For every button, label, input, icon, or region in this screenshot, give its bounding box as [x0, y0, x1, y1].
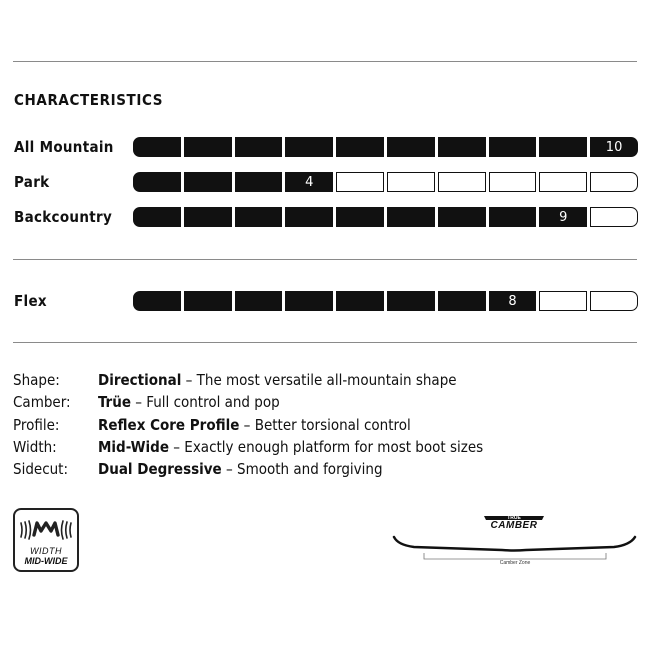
rating-segment-backcountry-5: [336, 207, 384, 227]
rating-segment-all-mountain-10: [590, 137, 638, 157]
spec-desc-camber: – Full control and pop: [130, 393, 280, 411]
camber-diagram: [392, 506, 638, 572]
divider-top: [13, 61, 637, 62]
rating-segment-backcountry-10: [590, 207, 638, 227]
spec-label-profile: Profile:: [13, 416, 60, 434]
characteristics-heading: CHARACTERISTICS: [14, 91, 164, 109]
mw-width-icon: [15, 514, 77, 544]
rating-segment-backcountry-3: [235, 207, 283, 227]
rating-label-all-mountain: All Mountain: [14, 138, 114, 156]
rating-bar-backcountry: [133, 207, 638, 227]
rating-label-backcountry: Backcountry: [14, 208, 113, 226]
spec-row-sidecut: [98, 460, 383, 478]
rating-segment-all-mountain-9: [539, 137, 587, 157]
rating-segment-all-mountain-2: [184, 137, 232, 157]
rating-segment-park-6: [387, 172, 435, 192]
rating-segment-backcountry-9: [539, 207, 587, 227]
width-badge-top-label: WIDTH: [30, 546, 62, 556]
camber-zone-bracket: [424, 553, 606, 559]
spec-desc-shape: – The most versatile all-mountain shape: [181, 371, 457, 389]
spec-row-profile: [98, 416, 411, 434]
rating-segment-all-mountain-3: [235, 137, 283, 157]
rating-bar-all-mountain: [133, 137, 638, 157]
rating-label-flex: Flex: [14, 292, 47, 310]
rating-segment-park-1: [133, 172, 181, 192]
width-badge: [13, 508, 79, 572]
rating-segment-flex-3: [235, 291, 283, 311]
rating-segment-flex-8: [489, 291, 537, 311]
true-camber-logo: [484, 514, 544, 531]
rating-segment-flex-1: [133, 291, 181, 311]
rating-bar-park: [133, 172, 638, 192]
rating-bar-flex: [133, 291, 638, 311]
spec-row-width: [98, 438, 483, 456]
rating-segment-all-mountain-6: [387, 137, 435, 157]
rating-segment-backcountry-2: [184, 207, 232, 227]
rating-segment-park-9: [539, 172, 587, 192]
rating-segment-all-mountain-5: [336, 137, 384, 157]
rating-segment-backcountry-7: [438, 207, 486, 227]
rating-segment-park-10: [590, 172, 638, 192]
camber-profile-line: [394, 537, 635, 551]
rating-segment-park-4: [285, 172, 333, 192]
width-badge-bottom-label: MID-WIDE: [24, 556, 68, 566]
spec-desc-width: – Exactly enough platform for most boot sizes: [168, 438, 484, 456]
rating-value-flex: 8: [508, 293, 517, 309]
rating-segment-all-mountain-4: [285, 137, 333, 157]
spec-desc-profile: – Better torsional control: [239, 416, 411, 434]
rating-value-backcountry: 9: [559, 209, 568, 225]
rating-segment-park-8: [489, 172, 537, 192]
rating-segment-flex-7: [438, 291, 486, 311]
spec-desc-sidecut: – Smooth and forgiving: [221, 460, 383, 478]
divider-bottom: [13, 342, 637, 343]
rating-segment-all-mountain-7: [438, 137, 486, 157]
spec-name-sidecut: Dual Degressive: [98, 460, 222, 478]
rating-segment-flex-9: [539, 291, 587, 311]
spec-label-shape: Shape:: [13, 371, 60, 389]
camber-logo-bottom: CAMBER: [490, 520, 538, 531]
rating-segment-flex-4: [285, 291, 333, 311]
rating-segment-park-5: [336, 172, 384, 192]
rating-label-park: Park: [14, 173, 50, 191]
divider-middle: [13, 259, 637, 260]
rating-segment-park-2: [184, 172, 232, 192]
rating-segment-backcountry-1: [133, 207, 181, 227]
rating-segment-flex-6: [387, 291, 435, 311]
rating-value-all-mountain: 10: [605, 139, 623, 155]
spec-name-width: Mid-Wide: [98, 438, 169, 456]
rating-segment-backcountry-6: [387, 207, 435, 227]
rating-segment-all-mountain-1: [133, 137, 181, 157]
camber-zone-label: Camber Zone: [499, 560, 531, 566]
spec-name-shape: Directional: [98, 371, 182, 389]
spec-name-camber: Trüe: [98, 393, 131, 411]
rating-segment-backcountry-4: [285, 207, 333, 227]
spec-label-sidecut: Sidecut:: [13, 460, 69, 478]
spec-name-profile: Reflex Core Profile: [98, 416, 240, 434]
rating-segment-flex-5: [336, 291, 384, 311]
spec-row-shape: [98, 371, 457, 389]
rating-segment-park-7: [438, 172, 486, 192]
rating-segment-flex-10: [590, 291, 638, 311]
spec-row-camber: [98, 393, 280, 411]
rating-value-park: 4: [305, 174, 314, 190]
rating-segment-all-mountain-8: [489, 137, 537, 157]
rating-segment-park-3: [235, 172, 283, 192]
spec-label-camber: Camber:: [13, 393, 71, 411]
rating-segment-flex-2: [184, 291, 232, 311]
camber-logo-top: TRÜE: [507, 515, 521, 521]
rating-segment-backcountry-8: [489, 207, 537, 227]
spec-label-width: Width:: [13, 438, 57, 456]
